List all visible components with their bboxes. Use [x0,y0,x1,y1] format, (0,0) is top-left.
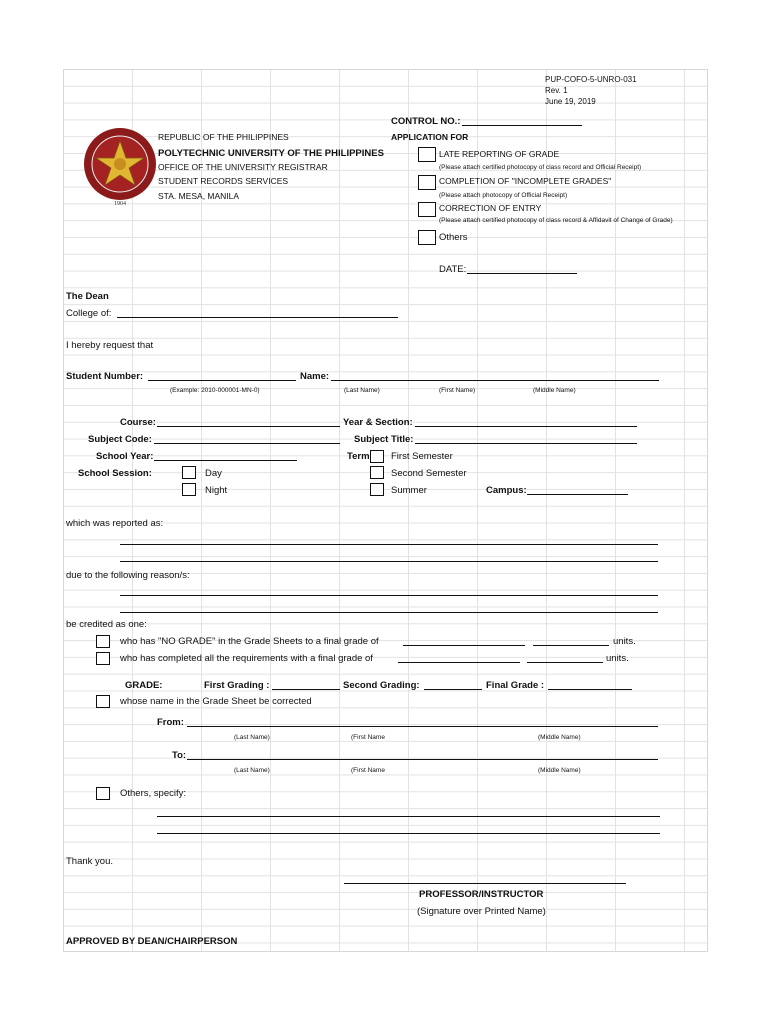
reason-line[interactable] [120,612,658,613]
no-grade-units-field[interactable] [533,645,609,646]
second-grading-field[interactable] [424,689,482,690]
completion-checkbox[interactable] [418,175,436,190]
doc-date: June 19, 2019 [545,97,596,106]
name-label: Name: [300,371,330,382]
option-label: LATE REPORTING OF GRADE [439,149,560,159]
to-name-field[interactable] [187,759,658,760]
grade-label: GRADE: [125,680,163,691]
thank-you: Thank you. [66,856,113,867]
form-sheet [63,69,708,952]
others-specify-line[interactable] [157,833,660,834]
seal-year: 1904 [114,201,126,207]
from-name-field[interactable] [187,726,658,727]
reported-label: which was reported as: [66,518,164,529]
reported-line[interactable] [120,544,658,545]
correction-checkbox[interactable] [418,202,436,217]
course-label: Course: [120,417,156,428]
completed-units-field[interactable] [527,662,603,663]
student-number-example: (Example: 2010-000001-MN-0) [170,387,260,394]
last-name-hint: (Last Name) [234,734,270,741]
professor-label: PROFESSOR/INSTRUCTOR [419,889,544,900]
first-grading-field[interactable] [272,689,340,690]
subject-title-field[interactable] [415,443,637,444]
night-checkbox[interactable] [182,483,196,496]
second-grading-label: Second Grading: [343,680,420,691]
middle-name-hint: (Middle Name) [538,734,581,741]
doc-code: PUP-COFO-5-UNRO-031 [545,75,637,84]
others-specify-label: Others, specify: [120,788,186,799]
others-checkbox[interactable] [418,230,436,245]
completed-final-field[interactable] [398,662,520,663]
session-option: Night [205,485,228,496]
control-no-field[interactable] [462,125,582,126]
first-name-hint: (First Name [351,734,385,741]
reason-line[interactable] [120,595,658,596]
first-name-hint: (First Name) [439,387,476,394]
completed-checkbox[interactable] [96,652,110,665]
date-field[interactable] [467,273,577,274]
units-label: units. [606,653,629,664]
final-grade-field[interactable] [548,689,632,690]
student-name-field[interactable] [331,380,659,381]
school-session-label: School Session: [78,468,152,479]
option-label: CORRECTION OF ENTRY [439,203,542,213]
first-semester-checkbox[interactable] [370,450,384,463]
office-text: OFFICE OF THE UNIVERSITY REGISTRAR [158,162,328,172]
university-seal-icon [81,125,159,207]
professor-signature-line[interactable] [344,883,626,884]
middle-name-hint: (Middle Name) [533,387,576,394]
school-year-label: School Year: [96,451,154,462]
date-label: DATE: [439,264,467,275]
term-option: Summer [391,485,427,496]
others-specify-checkbox[interactable] [96,787,110,800]
year-section-label: Year & Section: [343,417,413,428]
no-grade-checkbox[interactable] [96,635,110,648]
option-label: Others [439,232,468,243]
others-specify-line[interactable] [157,816,660,817]
doc-rev: Rev. 1 [545,86,568,95]
day-checkbox[interactable] [182,466,196,479]
name-correction-checkbox[interactable] [96,695,110,708]
no-grade-final-field[interactable] [403,645,525,646]
corrected-text: whose name in the Grade Sheet be corrected [120,696,312,707]
course-field[interactable] [157,426,340,427]
the-dean: The Dean [66,291,109,302]
session-option: Day [205,468,222,479]
option-note: (Please attach certified photocopy of class record and Official Receipt) [439,164,642,171]
units-label: units. [613,636,636,647]
application-title: APPLICATION FOR [391,132,469,142]
last-name-hint: (Last Name) [344,387,380,394]
reported-line[interactable] [120,561,658,562]
student-number-field[interactable] [148,380,296,381]
subject-title-label: Subject Title: [354,434,414,445]
completed-text: who has completed all the requirements with a final grade of [120,653,373,664]
subject-code-label: Subject Code: [88,434,152,445]
republic-text: REPUBLIC OF THE PHILIPPINES [158,132,289,142]
second-semester-checkbox[interactable] [370,466,384,479]
address-text: STA. MESA, MANILA [158,191,240,201]
year-section-field[interactable] [415,426,637,427]
control-no-label: CONTROL NO.: [391,116,461,127]
request-text: I hereby request that [66,340,154,351]
option-note: (Please attach photocopy of Official Receipt) [439,192,568,199]
term-option: First Semester [391,451,453,462]
college-label: College of: [66,308,112,319]
late-reporting-checkbox[interactable] [418,147,436,162]
middle-name-hint: (Middle Name) [538,767,581,774]
term-option: Second Semester [391,468,467,479]
signature-label: (Signature over Printed Name) [417,906,546,917]
approved-label: APPROVED BY DEAN/CHAIRPERSON [66,936,238,947]
campus-label: Campus: [486,485,527,496]
option-note: (Please attach certified photocopy of class record & Affidavit of Change of Grade) [439,217,673,224]
subject-code-field[interactable] [154,443,340,444]
summer-checkbox[interactable] [370,483,384,496]
option-label: COMPLETION OF "INCOMPLETE GRADES" [439,176,612,186]
no-grade-text: who has "NO GRADE" in the Grade Sheets to a final grade of [120,636,379,647]
school-year-field[interactable] [154,460,297,461]
credited-label: be credited as one: [66,619,147,630]
last-name-hint: (Last Name) [234,767,270,774]
from-label: From: [157,717,184,728]
first-grading-label: First Grading : [204,680,270,691]
final-grade-label: Final Grade : [486,680,545,691]
university-name: POLYTECHNIC UNIVERSITY OF THE PHILIPPINES [158,148,384,159]
student-number-label: Student Number: [66,371,144,382]
campus-field[interactable] [527,494,628,495]
first-name-hint: (First Name [351,767,385,774]
college-field[interactable] [117,317,398,318]
term-label: Term [347,451,370,462]
services-text: STUDENT RECORDS SERVICES [158,176,289,186]
to-label: To: [172,750,187,761]
reason-label: due to the following reason/s: [66,570,190,581]
